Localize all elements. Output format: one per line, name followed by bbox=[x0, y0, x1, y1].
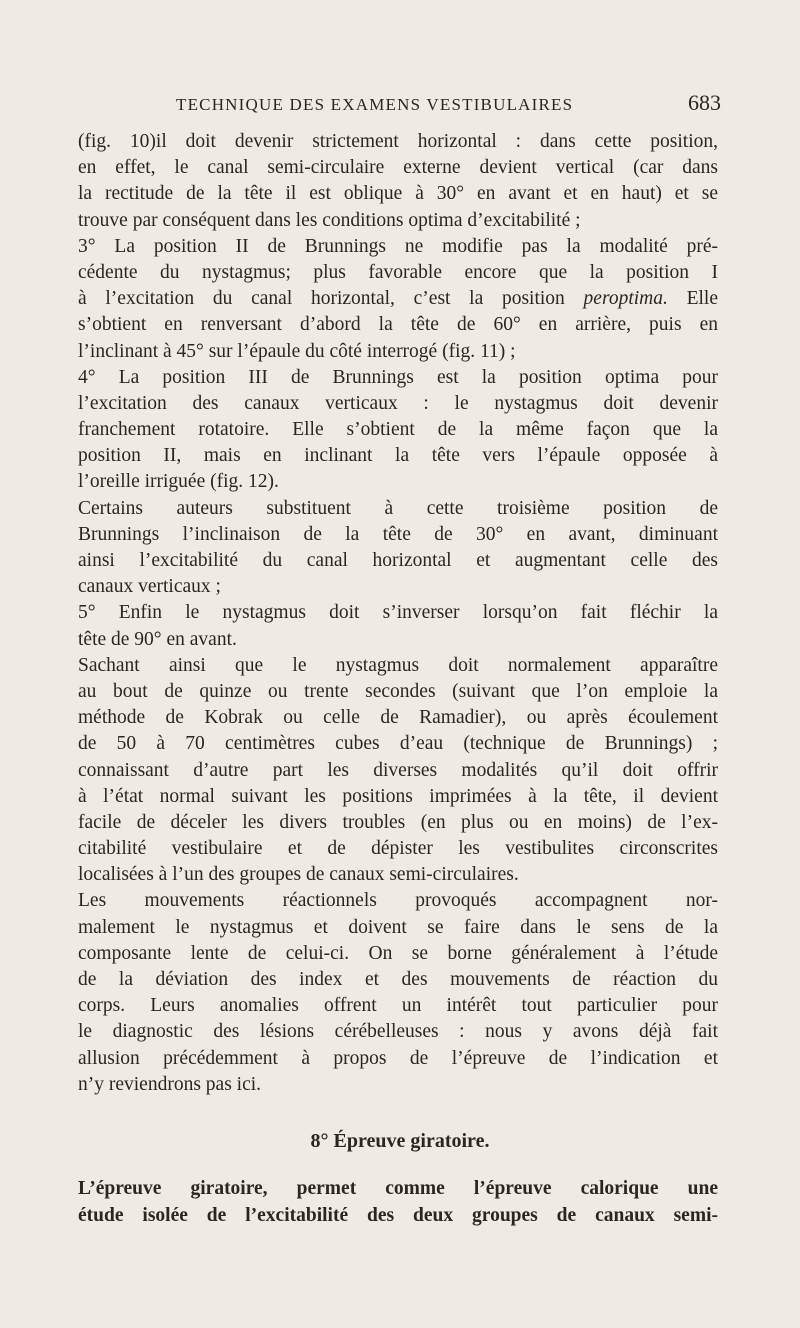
italic-term: peroptima. bbox=[583, 288, 668, 310]
text-line: n’y reviendrons pas ici. bbox=[78, 1073, 262, 1095]
text-line: Les mouvements réactionnels provoqués accompagnent nor- bbox=[78, 890, 718, 912]
text-line: de 50 à 70 centimètres cubes d’eau (technique de Brunnings) ; bbox=[78, 733, 718, 755]
text-line: 5° Enfin le nystagmus doit s’inverser lorsqu’on fait fléchir la bbox=[78, 602, 718, 624]
text-line: en effet, le canal semi-circulaire externe devient vertical (car dans bbox=[78, 157, 718, 179]
text-line: tête de 90° en avant. bbox=[78, 628, 237, 650]
text-line: facile de déceler les divers troubles (en plus ou en moins) de l’ex- bbox=[78, 811, 718, 833]
text-line: L’épreuve giratoire, permet comme l’épreuve calorique une bbox=[78, 1178, 718, 1199]
text-line: Sachant ainsi que le nystagmus doit normalement apparaître bbox=[78, 654, 718, 676]
text-line: canaux verticaux ; bbox=[78, 576, 221, 598]
section-paragraph bbox=[78, 1175, 718, 1229]
running-title: TECHNIQUE DES EXAMENS VESTIBULAIRES bbox=[176, 95, 574, 114]
text-line: méthode de Kobrak ou celle de Ramadier), ou après écoulement bbox=[78, 707, 718, 729]
text-line: trouve par conséquent dans les conditions optima d’excitabilité ; bbox=[78, 209, 581, 231]
text-line: l’excitation des canaux verticaux : le nystagmus doit devenir bbox=[78, 392, 718, 414]
text-line: citabilité vestibulaire et de dépister les vestibulites circonscrites bbox=[78, 838, 718, 860]
text-line: l’inclinant à 45° sur l’épaule du côté interrogé (fig. 11) ; bbox=[78, 340, 516, 362]
text-line: position II, mais en inclinant la tête vers l’épaule opposée à bbox=[78, 445, 718, 467]
text-line: 4° La position III de Brunnings est la position optima pour bbox=[78, 366, 718, 388]
text-line: s’obtient en renversant d’abord la tête de 60° en arrière, puis en bbox=[78, 314, 718, 336]
text-line: de la déviation des index et des mouvements de réaction du bbox=[78, 969, 718, 990]
text-line: l’oreille irriguée (fig. 12). bbox=[78, 471, 279, 493]
text-line: (fig. 10)il doit devenir strictement horizontal : dans cette position, bbox=[78, 131, 718, 152]
text-line: le diagnostic des lésions cérébelleuses : nous y avons déjà fait bbox=[78, 1021, 718, 1043]
text-line: connaissant d’autre part les diverses modalités qu’il doit offrir bbox=[78, 759, 718, 781]
text-line: cédente du nystagmus; plus favorable encore que la position I bbox=[78, 261, 718, 283]
text-line: Brunnings l’inclinaison de la tête de 30° en avant, diminuant bbox=[78, 523, 718, 545]
text-line: au bout de quinze ou trente secondes (suivant que l’on emploie la bbox=[78, 680, 718, 702]
text-line: malement le nystagmus et doivent se faire dans le sens de la bbox=[78, 916, 718, 938]
text-line: à l’état normal suivant les positions imprimées à la tête, il devient bbox=[78, 785, 718, 807]
page-number: 683 bbox=[688, 90, 721, 115]
text-line: la rectitude de la tête il est oblique à 30° en avant et en haut) et se bbox=[78, 183, 718, 205]
text-line: allusion précédemment à propos de l’épreuve de l’indication et bbox=[78, 1047, 718, 1069]
body-paragraphs bbox=[78, 129, 718, 1098]
text-line: localisées à l’un des groupes de canaux semi-circulaires. bbox=[78, 864, 519, 886]
text-line: ainsi l’excitabilité du canal horizontal et augmentant celle des bbox=[78, 550, 718, 571]
text-line: composante lente de celui-ci. On se borne généralement à l’étude bbox=[78, 942, 718, 964]
text-line: étude isolée de l’excitabilité des deux groupes de canaux semi- bbox=[78, 1205, 718, 1226]
text-line: franchement rotatoire. Elle s’obtient de la même façon que la bbox=[78, 419, 718, 441]
text-line: Certains auteurs substituent à cette troisième position de bbox=[78, 497, 718, 519]
section-heading: 8° Épreuve giratoire. bbox=[310, 1130, 490, 1152]
text-line: à l’excitation du canal horizontal, c’est la position peroptima. Elle bbox=[78, 288, 719, 310]
text-line: 3° La position II de Brunnings ne modifie pas la modalité pré- bbox=[78, 235, 718, 257]
text-line: corps. Leurs anomalies offrent un intérêt tout particulier pour bbox=[78, 995, 718, 1017]
